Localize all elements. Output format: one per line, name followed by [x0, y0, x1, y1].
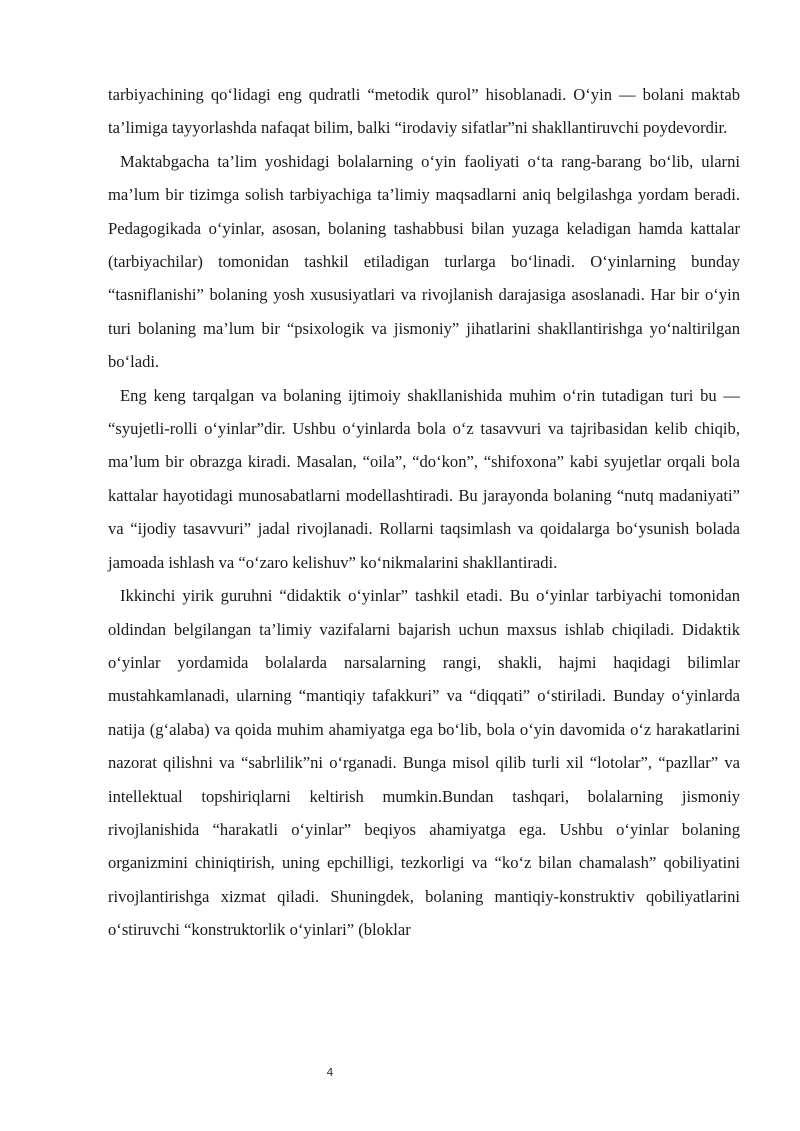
document-body — [108, 78, 740, 947]
paragraph-4: Ikkinchi yirik guruhni “didaktik o‘yinlar” tashkil etadi. Bu o‘yinlar tarbiyachi tomonidan oldindan belgilangan ta’limiy vazifalarni bajarish uchun maxsus ishlab chiqiladi. Didaktik o‘yinlar yordamida bolalarda narsalarning rangi, shakli, hajmi haqidagi bilimlar mustahkamlanadi, ularning “mantiqiy tafakkuri” va “diqqati” o‘stiriladi. Bunday o‘yinlarda natija (g‘alaba) va qoida muhim ahamiyatga ega bo‘lib, bola o‘yin davomida o‘z harakatlarini nazorat qilishni va “sabrlilik”ni o‘rganadi. Bunga misol qilib turli xil “lotolar”, “pazllar” va intellektual topshiriqlarni keltirish mumkin.Bundan tashqari, bolalarning jismoniy rivojlanishida “harakatli o‘yinlar” beqiyos ahamiyatga ega. Ushbu o‘yinlar bolaning organizmini chiniqtirish, uning epchilligi, tezkorligi va “ko‘z bilan chamalash” qobiliyatini rivojlantirishga xizmat qiladi. Shuningdek, bolaning mantiqiy-konstruktiv qobiliyatlarini o‘stiruvchi “konstruktorlik o‘yinlari” (bloklar — [108, 586, 740, 940]
paragraph-1: tarbiyachining qo‘lidagi eng qudratli “metodik qurol” hisoblanadi. O‘yin — bolani maktab ta’limiga tayyorlashda nafaqat bilim, balki “irodaviy sifatlar”ni shakllantiruvchi poydevordir. — [108, 85, 740, 138]
page-number: 4 — [326, 1066, 334, 1079]
paragraph-2: Maktabgacha ta’lim yoshidagi bolalarning o‘yin faoliyati o‘ta rang-barang bo‘lib, ularni ma’lum bir tizimga solish tarbiyachiga ta’limiy maqsadlarni aniq belgilashga yordam beradi. Pedagogikada o‘yinlar, asosan, bolaning tashabbusi bilan yuzaga keladigan hamda kattalar (tarbiyachilar) tomonidan tashkil etiladigan turlarga bo‘linadi. O‘yinlarning bunday “tasniflanishi” bolaning yosh xususiyatlari va rivojlanish darajasiga asoslanadi. Har bir o‘yin turi bolaning ma’lum bir “psixologik va jismoniy” jihatlarini shakllantirishga yo‘naltirilgan bo‘ladi. — [108, 151, 740, 372]
paragraph-3: Eng keng tarqalgan va bolaning ijtimoiy shakllanishida muhim o‘rin tutadigan turi bu — “syujetli-rolli o‘yinlar”dir. Ushbu o‘yinlarda bola o‘z tasavvuri va tajribasidan kelib chiqib, ma’lum bir obrazga kiradi. Masalan, “oila”, “do‘kon”, “shifoxona” kabi syujetlar orqali bola kattalar hayotidagi munosabatlarni modellashtiradi. Bu jarayonda bolaning “nutq madaniyati” va “ijodiy tasavvuri” jadal rivojlanadi. Rollarni taqsimlash va qoidalarga bo‘ysunish bolada jamoada ishlash va “o‘zaro kelishuv” ko‘nikmalarini shakllantiradi. — [108, 385, 740, 572]
